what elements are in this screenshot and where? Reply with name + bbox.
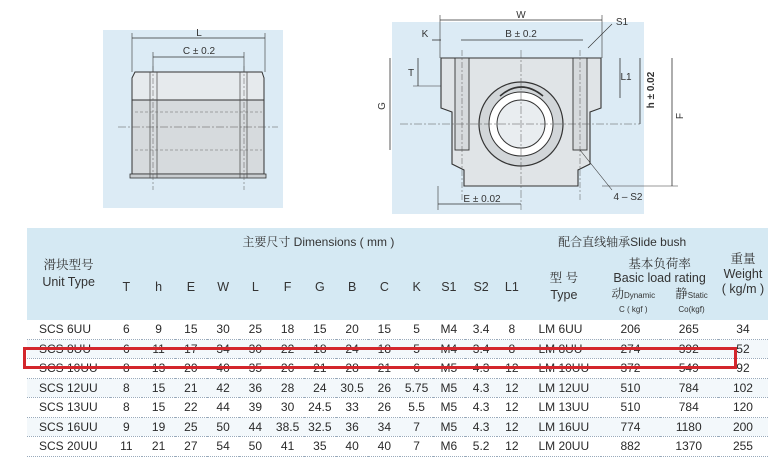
cell-L1: 12	[497, 417, 526, 437]
cell-L1: 8	[497, 320, 526, 339]
cell-bush-type: LM 6UU	[526, 320, 601, 339]
cell-F: 30	[271, 398, 303, 418]
cell-L: 44	[239, 417, 271, 437]
dim-S1-label: S1	[615, 17, 629, 28]
cell-bush-type: LM 16UU	[526, 417, 601, 437]
bush-type-header-en: Type	[550, 288, 578, 302]
cell-weight: 102	[718, 378, 768, 398]
weight-header-unit: ( kg/m )	[721, 281, 765, 296]
cell-unit-type: SCS 8UU	[27, 339, 110, 359]
cell-F: 41	[271, 437, 303, 457]
cell-L: 39	[239, 398, 271, 418]
cell-W: 30	[207, 320, 239, 339]
cell-static: 1370	[660, 437, 718, 457]
col-h: h	[142, 254, 174, 320]
cell-static: 784	[660, 398, 718, 418]
cell-T: 9	[110, 417, 142, 437]
dim-W-label: W	[516, 10, 526, 21]
cell-B: 33	[336, 398, 368, 418]
cell-F: 28	[271, 378, 303, 398]
cell-h: 19	[142, 417, 174, 437]
cell-h: 15	[142, 378, 174, 398]
cell-S2: 4.3	[465, 359, 497, 379]
cell-W: 50	[207, 417, 239, 437]
spec-table	[27, 228, 768, 457]
cell-unit-type: SCS 10UU	[27, 359, 110, 379]
cell-E: 25	[175, 417, 207, 437]
dim-T-label: T	[407, 68, 415, 79]
cell-unit-type: SCS 12UU	[27, 378, 110, 398]
dim-C-label: C ± 0.2	[182, 46, 216, 57]
cell-bush-type: LM 13UU	[526, 398, 601, 418]
col-L: L	[239, 254, 271, 320]
cell-C: 26	[368, 378, 400, 398]
cell-static: 265	[660, 320, 718, 339]
table-row-scs-20uu	[27, 437, 768, 457]
cell-C: 26	[368, 398, 400, 418]
col-K: K	[400, 254, 432, 320]
cell-weight: 92	[718, 359, 768, 379]
cell-C: 21	[368, 359, 400, 379]
cell-bush-type: LM 20UU	[526, 437, 601, 457]
col-L1: L1	[497, 254, 526, 320]
cell-unit-type: SCS 13UU	[27, 398, 110, 418]
cell-S2: 4.3	[465, 398, 497, 418]
col-B: B	[336, 254, 368, 320]
cell-S2: 3.4	[465, 320, 497, 339]
cell-dynamic: 510	[601, 398, 659, 418]
col-C: C	[368, 254, 400, 320]
cell-T: 6	[110, 320, 142, 339]
cell-K: 6	[400, 359, 432, 379]
cell-static: 1180	[660, 417, 718, 437]
bush-type-header-cn: 型 号	[549, 271, 579, 285]
cell-E: 27	[175, 437, 207, 457]
table-row-scs-13uu	[27, 398, 768, 418]
dynamic-unit: C ( kgf )	[619, 305, 648, 314]
cell-weight: 200	[718, 417, 768, 437]
cell-C: 18	[368, 339, 400, 359]
cell-W: 34	[207, 339, 239, 359]
cell-G: 18	[304, 339, 336, 359]
cell-S1: M5	[433, 398, 465, 418]
side-view	[103, 28, 283, 208]
cell-unit-type: SCS 20UU	[27, 437, 110, 457]
table-row-scs-12uu	[27, 378, 768, 398]
dim-G-label: G	[377, 102, 388, 110]
cell-B: 40	[336, 437, 368, 457]
cell-W: 54	[207, 437, 239, 457]
cell-F: 26	[271, 359, 303, 379]
cell-S1: M4	[433, 339, 465, 359]
cell-C: 34	[368, 417, 400, 437]
col-T: T	[110, 254, 142, 320]
static-unit: Co(kgf)	[678, 305, 705, 314]
cell-E: 20	[175, 359, 207, 379]
table-row-scs-6uu	[27, 320, 768, 339]
dim-F-label: F	[675, 112, 686, 120]
cell-unit-type: SCS 6UU	[27, 320, 110, 339]
cell-E: 21	[175, 378, 207, 398]
cell-B: 36	[336, 417, 368, 437]
cell-L: 25	[239, 320, 271, 339]
cell-W: 44	[207, 398, 239, 418]
cell-S1: M5	[433, 378, 465, 398]
dynamic-header	[611, 287, 655, 317]
cell-h: 11	[142, 339, 174, 359]
cell-S2: 3.4	[465, 339, 497, 359]
load-rating-header	[601, 254, 718, 320]
cell-h: 15	[142, 398, 174, 418]
cell-S1: M6	[433, 437, 465, 457]
col-F: F	[271, 254, 303, 320]
cell-T: 8	[110, 398, 142, 418]
dim-h-label: h ± 0.02	[646, 71, 657, 109]
cell-L1: 12	[497, 378, 526, 398]
row-highlight-box	[23, 347, 737, 369]
cell-static: 392	[660, 339, 718, 359]
cell-G: 24	[304, 378, 336, 398]
cell-K: 5	[400, 320, 432, 339]
col-E: E	[175, 254, 207, 320]
cell-W: 40	[207, 359, 239, 379]
cell-W: 42	[207, 378, 239, 398]
col-W: W	[207, 254, 239, 320]
unit-type-header-en: Unit Type	[42, 275, 95, 289]
cell-weight: 52	[718, 339, 768, 359]
cell-G: 32.5	[304, 417, 336, 437]
dynamic-en: Dynamic	[623, 291, 656, 300]
cell-L: 35	[239, 359, 271, 379]
cell-dynamic: 274	[601, 339, 659, 359]
dynamic-cn: 动	[611, 287, 624, 301]
cell-E: 22	[175, 398, 207, 418]
dimensions-header: 主要尺寸 Dimensions ( mm )	[110, 228, 526, 254]
cell-dynamic: 882	[601, 437, 659, 457]
slide-bush-header: 配合直线轴承Slide bush	[526, 228, 717, 254]
cell-static: 784	[660, 378, 718, 398]
cell-F: 18	[271, 320, 303, 339]
cell-G: 15	[304, 320, 336, 339]
cell-T: 6	[110, 339, 142, 359]
cell-static: 549	[660, 359, 718, 379]
cell-B: 20	[336, 320, 368, 339]
col-G: G	[304, 254, 336, 320]
cell-L1: 12	[497, 437, 526, 457]
bush-type-header	[526, 254, 601, 320]
cell-S1: M5	[433, 417, 465, 437]
cell-B: 28	[336, 359, 368, 379]
cell-weight: 255	[718, 437, 768, 457]
cell-S2: 5.2	[465, 437, 497, 457]
cell-E: 15	[175, 320, 207, 339]
unit-type-header-cn: 滑块型号	[43, 258, 94, 272]
cell-dynamic: 774	[601, 417, 659, 437]
technical-drawing	[0, 0, 781, 225]
cell-K: 7	[400, 437, 432, 457]
cell-h: 13	[142, 359, 174, 379]
front-view	[377, 10, 686, 214]
cell-T: 8	[110, 378, 142, 398]
cell-G: 21	[304, 359, 336, 379]
cell-L1: 12	[497, 359, 526, 379]
static-cn: 静	[675, 287, 688, 301]
static-header	[675, 287, 708, 317]
cell-L1: 8	[497, 339, 526, 359]
load-rating-en: Basic load rating	[613, 271, 706, 285]
cell-G: 24.5	[304, 398, 336, 418]
dim-L1-label: L1	[620, 72, 632, 83]
cell-T: 8	[110, 359, 142, 379]
cell-S1: M5	[433, 359, 465, 379]
cell-dynamic: 206	[601, 320, 659, 339]
cell-B: 30.5	[336, 378, 368, 398]
cell-K: 5.5	[400, 398, 432, 418]
cell-bush-type: LM 10UU	[526, 359, 601, 379]
cell-weight: 120	[718, 398, 768, 418]
cell-S2: 4.3	[465, 378, 497, 398]
cell-unit-type: SCS 16UU	[27, 417, 110, 437]
weight-header-en: Weight	[723, 266, 763, 281]
cell-C: 40	[368, 437, 400, 457]
dim-E-label: E ± 0.02	[463, 194, 501, 205]
cell-bush-type: LM 12UU	[526, 378, 601, 398]
cell-dynamic: 372	[601, 359, 659, 379]
col-S2: S2	[465, 254, 497, 320]
cell-F: 22	[271, 339, 303, 359]
cell-C: 15	[368, 320, 400, 339]
dim-B-label: B ± 0.2	[505, 29, 537, 40]
static-en: Static	[687, 291, 708, 300]
cell-L: 36	[239, 378, 271, 398]
cell-L: 30	[239, 339, 271, 359]
dim-S2-label: 4 – S2	[613, 192, 643, 203]
cell-K: 7	[400, 417, 432, 437]
cell-h: 21	[142, 437, 174, 457]
weight-header-cn: 重量	[730, 251, 756, 266]
unit-type-header	[27, 228, 110, 320]
dim-K-label: K	[421, 29, 429, 40]
cell-F: 38.5	[271, 417, 303, 437]
table-row-scs-16uu	[27, 417, 768, 437]
cell-G: 35	[304, 437, 336, 457]
cell-E: 17	[175, 339, 207, 359]
cell-B: 24	[336, 339, 368, 359]
dim-L-label: L	[196, 28, 202, 39]
cell-K: 5	[400, 339, 432, 359]
cell-L1: 12	[497, 398, 526, 418]
col-S1: S1	[433, 254, 465, 320]
cell-K: 5.75	[400, 378, 432, 398]
load-rating-cn: 基本负荷率	[628, 257, 691, 271]
cell-weight: 34	[718, 320, 768, 339]
cell-dynamic: 510	[601, 378, 659, 398]
weight-header	[718, 228, 768, 320]
cell-T: 11	[110, 437, 142, 457]
cell-bush-type: LM 8UU	[526, 339, 601, 359]
cell-S2: 4.3	[465, 417, 497, 437]
cell-h: 9	[142, 320, 174, 339]
cell-L: 50	[239, 437, 271, 457]
cell-S1: M4	[433, 320, 465, 339]
